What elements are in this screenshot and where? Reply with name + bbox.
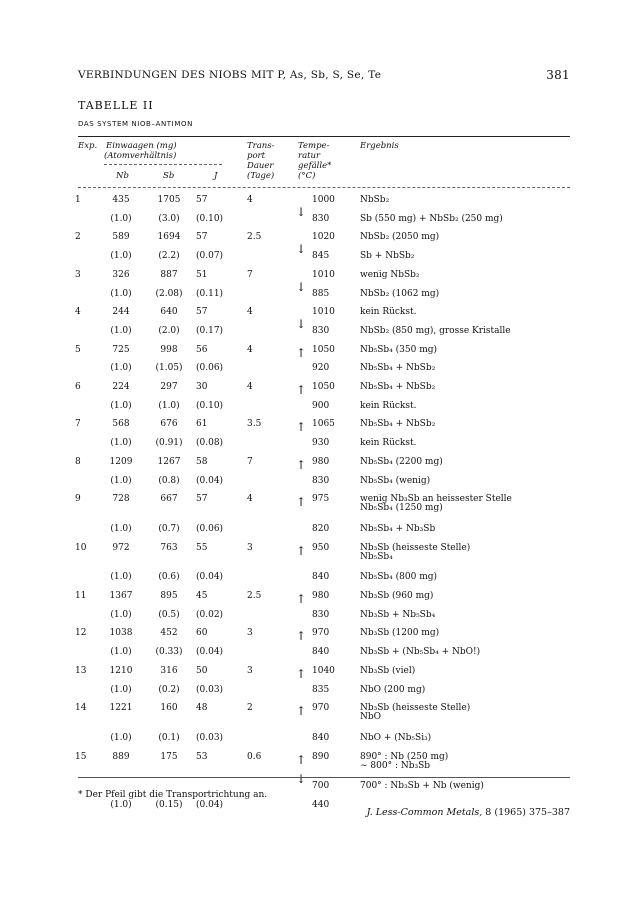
cell-result: kein Rückst. xyxy=(360,307,417,318)
cell-j: 57 xyxy=(196,494,208,505)
cell-nb: (1.0) xyxy=(110,647,132,658)
cell-nb: (1.0) xyxy=(110,523,132,534)
cell-sb: 998 xyxy=(160,344,178,355)
cell-temperature: 900 xyxy=(312,400,330,411)
col-weights-subheader: (Atomverhältnis) xyxy=(104,151,177,161)
cell-transport: 3 xyxy=(247,542,253,553)
citation-volume: 8 (1965) 375–387 xyxy=(485,807,570,818)
cell-sb: (1.05) xyxy=(155,363,183,374)
cell-temperature: 950 xyxy=(312,542,330,553)
col-transport-header-3: Dauer xyxy=(247,161,274,171)
arrow-up-icon: ↑ xyxy=(296,383,307,397)
cell-result: Nb₅Sb₄ + Nb₃Sb xyxy=(360,523,436,534)
cell-transport: 2.5 xyxy=(247,591,262,601)
cell-j: 30 xyxy=(196,382,208,392)
cell-sb: 452 xyxy=(160,628,178,639)
cell-sb: (0.6) xyxy=(158,572,180,583)
col-transport-header-1: Trans- xyxy=(247,141,275,151)
cell-result: 700° : Nb₃Sb + Nb (wenig) xyxy=(360,781,484,792)
cell-nb: 1038 xyxy=(109,628,133,639)
cell-temperature: 830 xyxy=(312,475,330,486)
cell-exp: 2 xyxy=(75,232,81,243)
table-row xyxy=(0,607,624,625)
table-row xyxy=(0,644,624,662)
table-row xyxy=(0,435,624,453)
cell-sb: 1694 xyxy=(157,232,181,243)
cell-transport: 7 xyxy=(247,269,253,280)
cell-sb: (0.8) xyxy=(158,475,180,486)
col-temp-header-1: Tempe- xyxy=(298,141,330,151)
cell-nb: (1.0) xyxy=(110,251,132,262)
arrow-down-icon: ↓ xyxy=(296,772,307,787)
cell-j: (0.04) xyxy=(196,572,224,583)
cell-nb: 889 xyxy=(112,751,130,762)
table-row xyxy=(0,682,624,700)
cell-temperature: 700 xyxy=(312,781,330,792)
cell-temperature: 835 xyxy=(312,684,330,695)
table-bottom-rule xyxy=(78,777,570,778)
table-row xyxy=(0,304,624,322)
table-row xyxy=(0,192,624,210)
cell-sb: (2.2) xyxy=(158,251,180,262)
arrow-up-icon: ↑ xyxy=(296,495,307,510)
table-row xyxy=(0,279,624,304)
cell-nb: 589 xyxy=(112,232,130,243)
cell-temperature: 885 xyxy=(312,288,330,299)
arrow-up-icon: ↑ xyxy=(296,345,307,360)
table-row xyxy=(0,491,624,514)
cell-sb: 1705 xyxy=(157,195,181,205)
cell-sb: (0.1) xyxy=(158,732,180,743)
cell-j: 60 xyxy=(196,628,208,639)
cell-j: 61 xyxy=(196,419,208,430)
cell-sb: 895 xyxy=(160,591,178,601)
table-footnote: * Der Pfeil gibt die Transportrichtung an. xyxy=(78,790,268,800)
cell-sb: 667 xyxy=(160,494,178,505)
cell-nb: 728 xyxy=(112,494,130,505)
cell-result: kein Rückst. xyxy=(360,438,417,449)
cell-transport: 4 xyxy=(247,195,253,205)
cell-j: 50 xyxy=(196,665,208,676)
cell-sb: 175 xyxy=(160,751,178,762)
arrow-up-icon: ↑ xyxy=(296,704,307,719)
cell-exp: 15 xyxy=(75,751,87,762)
cell-temperature: 1020 xyxy=(312,232,335,243)
cell-sb: 297 xyxy=(160,382,178,392)
col-nb-header: Nb xyxy=(116,171,129,181)
cell-nb: 972 xyxy=(112,542,130,553)
cell-result: Nb₅Sb₄ (800 mg) xyxy=(360,572,437,583)
cell-j: 56 xyxy=(196,344,208,355)
cell-j: (0.17) xyxy=(196,325,224,336)
cell-nb: (1.0) xyxy=(110,684,132,695)
cell-result: Nb₃Sb + Nb₅Sb₄ xyxy=(360,609,436,620)
cell-temperature: 1000 xyxy=(312,195,335,205)
cell-result: Nb₅Sb₄ + NbSb₂ xyxy=(360,382,436,392)
col-weights-header: Einwaagen (mg) xyxy=(106,141,177,151)
cell-nb: (1.0) xyxy=(110,213,132,224)
cell-temperature: 1050 xyxy=(312,382,335,392)
cell-exp: 9 xyxy=(75,494,81,505)
table-row xyxy=(0,398,624,416)
cell-result: Nb₅Sb₄ (2200 mg) xyxy=(360,456,443,467)
cell-j: (0.04) xyxy=(196,800,224,810)
cell-transport: 0.6 xyxy=(247,751,262,762)
citation-journal: J. Less-Common Metals, xyxy=(366,807,483,818)
cell-temperature: 970 xyxy=(312,703,330,714)
running-head xyxy=(78,69,570,85)
cell-j: 57 xyxy=(196,307,208,318)
cell-j: (0.06) xyxy=(196,363,224,374)
cell-j: (0.02) xyxy=(196,609,224,620)
cell-temperature: 980 xyxy=(312,456,330,467)
cell-sb: 160 xyxy=(160,703,178,714)
cell-sb: (0.5) xyxy=(158,609,180,620)
col-transport-header-2: port xyxy=(247,151,266,161)
col-transport-header-4: (Tage) xyxy=(247,171,275,181)
table-row xyxy=(0,625,624,643)
cell-sb: 1267 xyxy=(157,456,181,467)
arrow-up-icon: ↑ xyxy=(296,420,307,435)
cell-transport: 3 xyxy=(247,628,253,639)
cell-nb: (1.0) xyxy=(110,572,132,583)
table-row xyxy=(0,569,624,587)
cell-transport: 7 xyxy=(247,456,253,467)
cell-result: Nb₃Sb (1200 mg) xyxy=(360,628,440,639)
table-row xyxy=(0,316,624,341)
cell-temperature: 820 xyxy=(312,523,330,534)
cell-nb: (1.0) xyxy=(110,800,132,810)
col-temp-header-2: ratur xyxy=(298,151,321,161)
cell-result: NbO + (Nb₅Si₃) xyxy=(360,732,432,743)
cell-temperature: 930 xyxy=(312,438,330,449)
arrow-up-icon: ↑ xyxy=(296,592,307,606)
cell-sb: 763 xyxy=(160,542,178,553)
cell-nb: 224 xyxy=(112,382,130,392)
cell-result: Nb₅Sb₄ + NbSb₂ xyxy=(360,419,436,430)
cell-temperature: 1065 xyxy=(312,419,335,430)
cell-result: kein Rückst. xyxy=(360,400,417,411)
cell-transport: 3.5 xyxy=(247,419,262,430)
cell-j: (0.04) xyxy=(196,475,224,486)
cell-exp: 14 xyxy=(75,703,87,714)
cell-result: Sb (550 mg) + NbSb₂ (250 mg) xyxy=(360,213,503,224)
cell-exp: 1 xyxy=(75,195,81,205)
cell-transport: 2.5 xyxy=(247,232,262,243)
cell-sb: (2.0) xyxy=(158,325,180,336)
cell-j: (0.10) xyxy=(196,213,224,224)
cell-exp: 3 xyxy=(75,269,81,280)
cell-sb: (0.7) xyxy=(158,523,180,534)
table-header-rule xyxy=(78,187,570,188)
cell-j: 58 xyxy=(196,456,208,467)
cell-sb: (0.15) xyxy=(155,800,183,810)
cell-result: NbO (200 mg) xyxy=(360,684,426,695)
table-row xyxy=(0,267,624,285)
cell-result-line2: Nb₅Sb₄ (1250 mg) xyxy=(360,503,443,514)
cell-exp: 13 xyxy=(75,665,87,676)
cell-nb: 435 xyxy=(112,195,130,205)
cell-transport: 2 xyxy=(247,703,253,714)
cell-result-line2: NbO xyxy=(360,712,382,723)
table-subtitle: DAS SYSTEM NIOB–ANTIMON xyxy=(78,120,193,128)
cell-result: NbSb₂ xyxy=(360,195,390,205)
cell-nb: 1210 xyxy=(109,665,133,676)
table-row xyxy=(0,730,624,748)
cell-result: NbSb₂ (850 mg), grosse Kristalle xyxy=(360,325,511,336)
table-row xyxy=(0,588,624,606)
cell-result: NbSb₂ (2050 mg) xyxy=(360,232,440,243)
weights-sub-rule xyxy=(104,164,222,165)
cell-j: 48 xyxy=(196,703,208,714)
cell-temperature: 975 xyxy=(312,494,330,505)
arrow-up-icon: ↑ xyxy=(296,457,307,472)
cell-j: (0.07) xyxy=(196,251,224,262)
cell-nb: (1.0) xyxy=(110,732,132,743)
cell-nb: 326 xyxy=(112,269,130,280)
cell-transport: 4 xyxy=(247,382,253,392)
table-row xyxy=(0,204,624,229)
cell-nb: (1.0) xyxy=(110,609,132,620)
cell-nb: 568 xyxy=(112,419,130,430)
cell-result: Nb₅Sb₄ (wenig) xyxy=(360,475,431,486)
col-temp-header-3: gefälle* xyxy=(298,161,332,171)
cell-temperature: 840 xyxy=(312,732,330,743)
cell-exp: 12 xyxy=(75,628,87,639)
cell-exp: 8 xyxy=(75,456,81,467)
cell-result: Nb₃Sb (heisseste Stelle) xyxy=(360,703,471,714)
cell-result: Nb₃Sb (viel) xyxy=(360,665,416,676)
cell-temperature: 970 xyxy=(312,628,330,639)
cell-result: wenig NbSb₂ xyxy=(360,269,420,280)
table-title: TABELLE II xyxy=(78,99,154,112)
cell-temperature: 840 xyxy=(312,647,330,658)
cell-sb: 887 xyxy=(160,269,178,280)
cell-nb: (1.0) xyxy=(110,288,132,299)
cell-temperature: 840 xyxy=(312,572,330,583)
cell-j: (0.06) xyxy=(196,523,224,534)
cell-nb: (1.0) xyxy=(110,438,132,449)
cell-transport: 4 xyxy=(247,307,253,318)
cell-j: (0.08) xyxy=(196,438,224,449)
table-row xyxy=(0,700,624,723)
cell-result: Nb₃Sb (960 mg) xyxy=(360,591,434,601)
cell-result: Nb₅Sb₄ + NbSb₂ xyxy=(360,363,436,374)
table-top-rule xyxy=(78,136,570,137)
cell-j: 45 xyxy=(196,591,208,601)
cell-result: wenig Nb₃Sb an heissester Stelle xyxy=(360,494,512,505)
table-row xyxy=(0,229,624,247)
table-row xyxy=(0,521,624,539)
col-result-header: Ergebnis xyxy=(360,141,399,151)
cell-nb: 244 xyxy=(112,307,130,318)
cell-temperature: 920 xyxy=(312,363,330,374)
cell-exp: 5 xyxy=(75,344,81,355)
running-title: VERBINDUNGEN DES NIOBS MIT P, As, Sb, S, Se, Te xyxy=(78,69,382,81)
arrow-down-icon: ↓ xyxy=(296,204,307,219)
cell-result: 890° : Nb (250 mg) xyxy=(360,751,449,762)
cell-j: (0.03) xyxy=(196,684,224,695)
cell-result-line2: ∼ 800° : Nb₃Sb xyxy=(360,760,431,771)
cell-j: 53 xyxy=(196,751,208,762)
cell-j: 51 xyxy=(196,269,208,280)
cell-j: 57 xyxy=(196,195,208,205)
table-row xyxy=(0,360,624,378)
cell-exp: 10 xyxy=(75,542,87,553)
cell-sb: 640 xyxy=(160,307,178,318)
cell-result: NbSb₂ (1062 mg) xyxy=(360,288,440,299)
cell-sb: (0.33) xyxy=(155,647,183,658)
cell-temperature: 830 xyxy=(312,213,330,224)
cell-exp: 4 xyxy=(75,307,81,318)
cell-result: Sb + NbSb₂ xyxy=(360,251,415,262)
cell-sb: (3.0) xyxy=(158,213,180,224)
cell-nb: 725 xyxy=(112,344,130,355)
cell-temperature: 1040 xyxy=(312,665,335,676)
cell-temperature: 980 xyxy=(312,591,330,601)
table-row xyxy=(0,473,624,491)
cell-sb: 676 xyxy=(160,419,178,430)
cell-result-line2: Nb₅Sb₄ xyxy=(360,551,393,562)
cell-j: (0.04) xyxy=(196,647,224,658)
table-row xyxy=(0,663,624,681)
cell-temperature: 1050 xyxy=(312,344,335,355)
col-sb-header: Sb xyxy=(163,171,175,181)
table-row xyxy=(0,540,624,562)
cell-j: (0.11) xyxy=(196,288,224,299)
cell-nb: (1.0) xyxy=(110,475,132,486)
cell-nb: 1367 xyxy=(109,591,133,601)
col-temp-header-4: (°C) xyxy=(298,171,316,181)
arrow-up-icon: ↑ xyxy=(296,666,307,681)
cell-sb: (1.0) xyxy=(158,400,180,411)
col-exp-header: Exp. xyxy=(78,141,98,151)
cell-temperature: 440 xyxy=(312,800,330,810)
cell-result: Nb₃Sb + (Nb₅Sb₄ + NbO!) xyxy=(360,647,481,658)
cell-nb: 1209 xyxy=(109,456,133,467)
page-number: 381 xyxy=(546,68,570,82)
cell-j: (0.03) xyxy=(196,732,224,743)
cell-result: Nb₃Sb (heisseste Stelle) xyxy=(360,542,471,553)
table-row xyxy=(0,379,624,397)
cell-j: (0.10) xyxy=(196,400,224,411)
cell-nb: (1.0) xyxy=(110,363,132,374)
table-row xyxy=(0,416,624,434)
arrow-up-icon: ↑ xyxy=(296,752,307,767)
cell-transport: 3 xyxy=(247,665,253,676)
table-row xyxy=(0,454,624,472)
cell-nb: (1.0) xyxy=(110,325,132,336)
cell-nb: 1221 xyxy=(109,703,133,714)
cell-result: Nb₅Sb₄ (350 mg) xyxy=(360,344,437,355)
cell-sb: 316 xyxy=(160,665,178,676)
table-row xyxy=(0,242,624,266)
arrow-down-icon: ↓ xyxy=(296,242,307,257)
cell-sb: (0.2) xyxy=(158,684,180,695)
col-j-header: J xyxy=(214,171,218,181)
cell-sb: (0.91) xyxy=(155,438,183,449)
table-row xyxy=(0,342,624,360)
cell-nb: (1.0) xyxy=(110,400,132,411)
cell-exp: 11 xyxy=(75,591,87,601)
cell-temperature: 890 xyxy=(312,751,330,762)
cell-temperature: 1010 xyxy=(312,307,335,318)
journal-citation xyxy=(367,807,570,818)
cell-sb: (2.08) xyxy=(155,288,183,299)
arrow-down-icon: ↓ xyxy=(296,316,307,331)
table-row xyxy=(0,749,624,771)
cell-temperature: 845 xyxy=(312,251,330,262)
cell-transport: 4 xyxy=(247,344,253,355)
cell-temperature: 1010 xyxy=(312,269,335,280)
cell-temperature: 830 xyxy=(312,325,330,336)
arrow-up-icon: ↑ xyxy=(296,629,307,644)
cell-temperature: 830 xyxy=(312,609,330,620)
arrow-down-icon: ↓ xyxy=(296,279,307,294)
cell-exp: 7 xyxy=(75,419,81,430)
cell-j: 57 xyxy=(196,232,208,243)
cell-transport: 4 xyxy=(247,494,253,505)
cell-j: 55 xyxy=(196,542,208,553)
arrow-up-icon: ↑ xyxy=(296,543,307,558)
cell-exp: 6 xyxy=(75,382,81,392)
